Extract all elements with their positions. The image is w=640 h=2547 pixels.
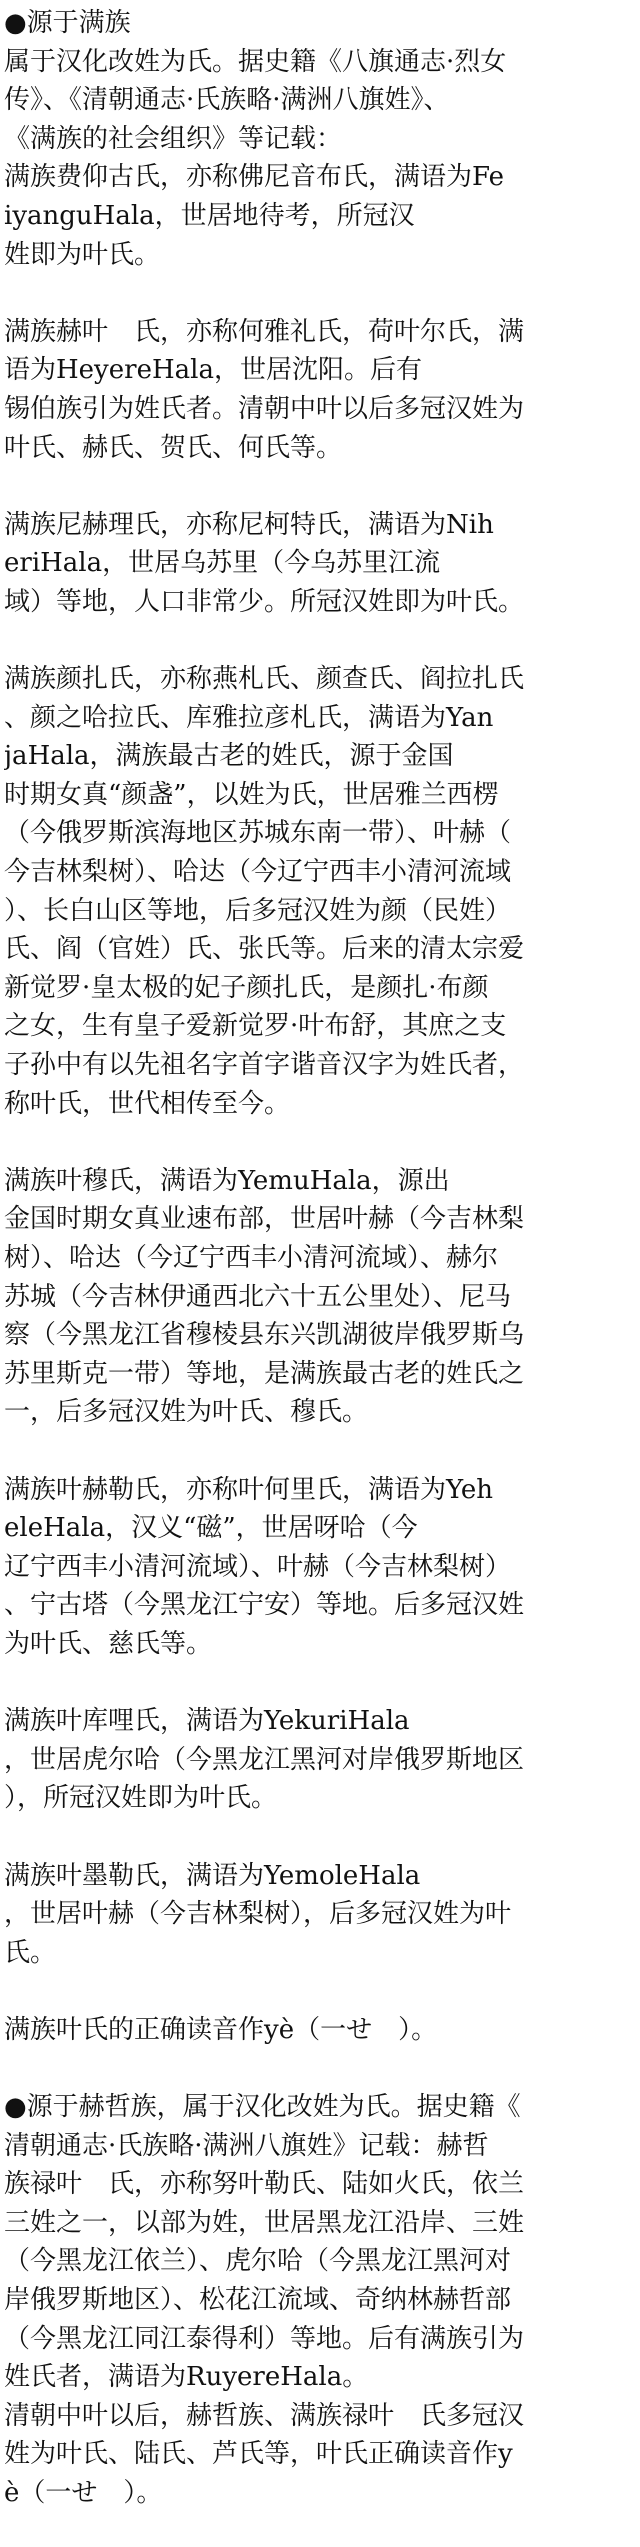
text-line: （今黑龙江同江泰得利）等地。后有满族引为	[4, 2323, 525, 2354]
text-line: 苏城（今吉林伊通西北六十五公里处）、尼马	[4, 1281, 512, 1312]
paragraph-yehele	[4, 1471, 634, 1664]
paragraph-gap	[4, 622, 634, 661]
text-line: ，世居叶赫（今吉林梨树），后多冠汉姓为叶	[4, 1899, 512, 1930]
paragraph-gap	[4, 1432, 634, 1471]
text-line: 满族叶库哩氏，满语为YekuriHala	[4, 1706, 410, 1737]
paragraph-yanzha	[4, 660, 634, 1123]
text-line: 姓即为叶氏。	[4, 239, 161, 270]
text-line: 满族叶赫勒氏，亦称叶何里氏，满语为Yeh	[4, 1474, 494, 1505]
paragraph-pronunciation	[4, 2011, 634, 2050]
text-line: 《满族的社会组织》等记载：	[4, 123, 343, 154]
paragraph-yemu	[4, 1162, 634, 1432]
text-line: ）、长白山区等地，后多冠汉姓为颜（民姓）	[4, 895, 512, 926]
text-line: 今吉林梨树）、哈达（今辽宁西丰小清河流域	[4, 857, 512, 888]
text-line: 语为HeyereHala，世居沈阳。后有	[4, 355, 422, 386]
text-line: 清朝通志·氏族略·满洲八旗姓》记载：赫哲	[4, 2130, 489, 2161]
text-line: 满族叶墨勒氏，满语为YemoleHala	[4, 1860, 421, 1891]
text-line: 锡伯族引为姓氏者。清朝中叶以后多冠汉姓为	[4, 393, 525, 424]
text-line: è（一せ ）。	[4, 2478, 163, 2508]
text-line: 称叶氏，世代相传至今。	[4, 1088, 291, 1119]
text-line: 满族尼赫理氏，亦称尼柯特氏，满语为Nih	[4, 509, 494, 540]
text-line: eleHala，汉义“磁”，世居呀哈（今	[4, 1513, 418, 1544]
text-line: 为叶氏、慈氏等。	[4, 1628, 213, 1659]
paragraph-yemole	[4, 1857, 634, 1973]
text-line: jaHala，满族最古老的姓氏，源于金国	[4, 741, 454, 772]
text-line: 、宁古塔（今黑龙江宁安）等地。后多冠汉姓	[4, 1590, 525, 1621]
text-line: 传》、《清朝通志·氏族略·满洲八旗姓》、	[4, 85, 450, 116]
text-line: （今俄罗斯滨海地区苏城东南一带）、叶赫（	[4, 818, 512, 849]
text-line: 满族赫叶 氏，亦称何雅礼氏，荷叶尔氏，满	[4, 316, 525, 347]
text-line: 满族叶穆氏，满语为YemuHala，源出	[4, 1165, 450, 1196]
paragraph-gap	[4, 1818, 634, 1857]
text-line: ），所冠汉姓即为叶氏。	[4, 1783, 278, 1814]
paragraph-gap	[4, 274, 634, 313]
paragraph-gap	[4, 1123, 634, 1162]
paragraph-gap	[4, 2049, 634, 2088]
text-line: 辽宁西丰小清河流域）、叶赫（今吉林梨树）	[4, 1551, 512, 1582]
section-hezhe-origin	[4, 2088, 634, 2513]
text-line: eriHala，世居乌苏里（今乌苏里江流	[4, 548, 441, 579]
text-line: 清朝中叶以后，赫哲族、满族禄叶 氏多冠汉	[4, 2400, 525, 2431]
text-line: 叶氏、赫氏、贺氏、何氏等。	[4, 432, 343, 463]
text-line: iyanguHala，世居地待考，所冠汉	[4, 200, 415, 231]
text-line: 族禄叶 氏，亦称努叶勒氏、陆如火氏，依兰	[4, 2169, 525, 2200]
text-line: 姓为叶氏、陆氏、芦氏等，叶氏正确读音作y	[4, 2439, 513, 2470]
section-heading: ●源于满族	[4, 8, 131, 38]
text-line: 、颜之哈拉氏、库雅拉彦札氏，满语为Yan	[4, 702, 494, 733]
text-line: （今黑龙江依兰）、虎尔哈（今黑龙江黑河对	[4, 2246, 512, 2277]
paragraph-gap	[4, 1972, 634, 2011]
text-line: 氏。	[4, 1937, 57, 1968]
text-line: 一，后多冠汉姓为叶氏、穆氏。	[4, 1397, 369, 1428]
text-line: 三姓之一，以部为姓，世居黑龙江沿岸、三姓	[4, 2207, 525, 2238]
text-line: 时期女真“颜盏”，以姓为氏，世居雅兰西楞	[4, 779, 499, 810]
text-line: 子孙中有以先祖名字首字谐音汉字为姓氏者，	[4, 1050, 525, 1081]
text-line: 察（今黑龙江省穆棱县东兴凯湖彼岸俄罗斯乌	[4, 1320, 525, 1351]
text-line: 氏、阎（官姓）氏、张氏等。后来的清太宗爱	[4, 934, 525, 965]
text-line: 苏里斯克一带）等地，是满族最古老的姓氏之	[4, 1358, 525, 1389]
paragraph-heye	[4, 313, 634, 467]
paragraph-yekuli	[4, 1702, 634, 1818]
text-line: 满族颜扎氏，亦称燕札氏、颜查氏、阎拉扎氏	[4, 664, 525, 695]
text-line: 之女，生有皇子爱新觉罗·叶布舒，其庶之支	[4, 1011, 507, 1042]
section-heading: ●源于赫哲族，属于汉化改姓为氏。据史籍《	[4, 2092, 521, 2123]
section-manchu-origin	[4, 4, 634, 274]
paragraph-gap	[4, 1664, 634, 1703]
text-line: 满族费仰古氏，亦称佛尼音布氏，满语为Fe	[4, 162, 505, 193]
text-line: 岸俄罗斯地区）、松花江流域、奇纳林赫哲部	[4, 2285, 512, 2316]
text-line: 新觉罗·皇太极的妃子颜扎氏，是颜扎·布颜	[4, 972, 489, 1003]
text-line: 姓氏者，满语为RuyereHala。	[4, 2362, 369, 2393]
text-line: 域）等地，人口非常少。所冠汉姓即为叶氏。	[4, 586, 525, 617]
text-line: 树）、哈达（今辽宁西丰小清河流域）、赫尔	[4, 1243, 499, 1273]
text-line: ，世居虎尔哈（今黑龙江黑河对岸俄罗斯地区	[4, 1744, 525, 1775]
text-line: 属于汉化改姓为氏。据史籍《八旗通志·烈女	[4, 46, 507, 77]
text-line: 金国时期女真业速布部，世居叶赫（今吉林梨	[4, 1204, 525, 1235]
paragraph-niheli	[4, 506, 634, 622]
paragraph-gap	[4, 467, 634, 506]
text-line: 满族叶氏的正确读音作yè（一せ ）。	[4, 2014, 438, 2045]
